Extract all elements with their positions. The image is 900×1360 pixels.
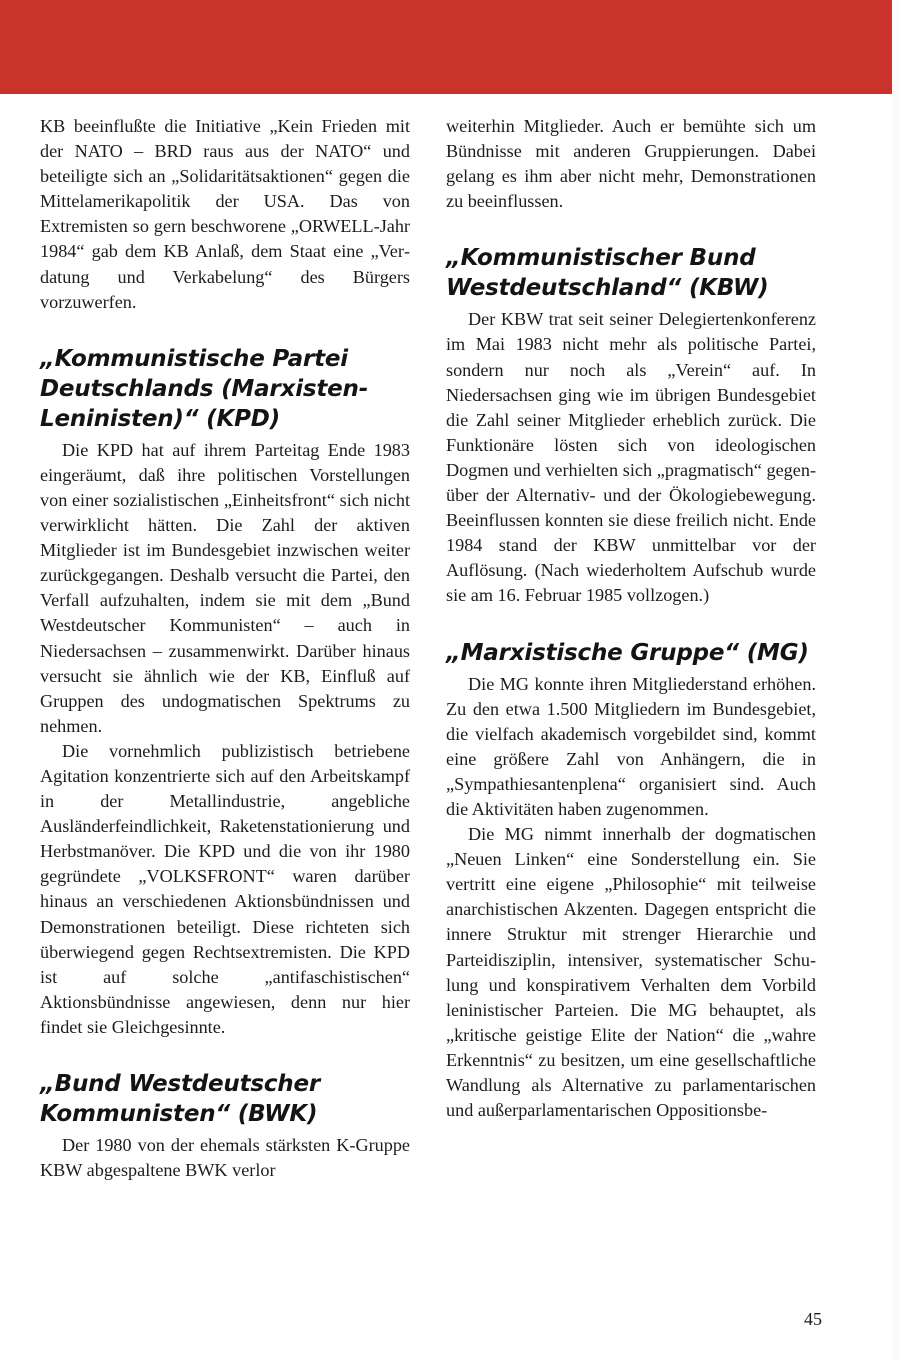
- kbw-paragraph-1: Der KBW trat seit seiner Delegiertenkonferenz im Mai 1983 nicht mehr als politische Partei, sondern nur noch als „Verein“ auf. In Niedersachsen ging wie im übrigen Bundesgebiet die Zahl seiner Mitglieder erheblich zurück. Die Funktionäre lösten sich von ideologischen Dogmen und verhielten sich „pragmatisch“ gegenüber der Alternativ- und der Ökologiebewegung. Beeinflussen konnten sie diese freilich nicht. Ende 1984 stand der KBW unmittelbar vor der Auflösung. (Nach wiederholtem Aufschub wurde sie am 16. Februar 1985 vollzogen.): [446, 309, 816, 606]
- kpd-paragraph-1: Die KPD hat auf ihrem Parteitag Ende 1983 eingeräumt, daß ihre politischen Vorstellungen von einer sozialistischen „Einheitsfront“ sich nicht verwirklicht hätten. Die Zahl der aktiven Mitglieder ist im Bundesgebiet inzwischen weiter zurückgegangen. Deshalb versucht die Partei, den Verfall aufzuhalten, indem sie mit dem „Bund Westdeutscher Kommunisten“ – auch in Niedersachsen – zusammenwirkt. Darüber hinaus versucht sie ähnlich wie der KB, Einfluß auf Gruppen des undogmatischen Spektrums zu nehmen.: [40, 439, 410, 736]
- mg-heading: „Marxistische Gruppe“ (MG): [446, 639, 809, 666]
- header-color-band: [0, 0, 892, 94]
- bwk-paragraph-1: Der 1980 von der ehemals stärksten K-Gruppe KBW abgespaltene BWK verlor: [40, 1135, 410, 1181]
- bwk-continued-paragraph: weiterhin Mitglieder. Auch er bemühte sich um Bündnisse mit anderen Gruppierungen. Dabei gelang es ihm aber nicht mehr, Demonstrationen zu beeinflussen.: [446, 116, 816, 212]
- right-column: [446, 114, 816, 1123]
- intro-paragraph: KB beeinflußte die Initiative „Kein Frieden mit der NATO – BRD raus aus der NATO“ und beteiligte sich an „Solidaritätsaktionen“ gegen die Mittelamerikapolitik der USA. Das von Extremisten so gern beschworene „ORWELL-Jahr 1984“ gab dem KB Anlaß, dem Staat eine „Verdatung und Verkabelung“ des Bürgers vorzuwerfen.: [40, 116, 410, 312]
- bwk-heading: „Bund Westdeutscher Kommunisten“ (BWK): [40, 1071, 321, 1127]
- page-number: 45: [804, 1309, 822, 1329]
- mg-paragraph-1: Die MG konnte ihren Mitgliederstand erhöhen. Zu den etwa 1.500 Mitgliedern im Bundesgebiet, die vielfach akademisch vorgebildet sind, kommt eine größere Zahl von Anhängern, die in „Sympathiesantenplena“ organisiert sind. Auch die Aktivitäten haben zugenommen.: [446, 673, 816, 819]
- page-edge: [892, 0, 900, 1360]
- kpd-paragraph-2: Die vornehmlich publizistisch betriebene Agitation konzentrierte sich auf den Arbeitskampf in der Metallindustrie, angebliche Ausländerfeindlichkeit, Raketenstationierung und Herbstmanöver. Die KPD und die von ihr 1980 gegründete „VOLKSFRONT“ waren darüber hinaus an verschiedenen Aktionsbündnissen und Demonstrationen beteiligt. Diese richteten sich überwiegend gegen Rechtsextremisten. Die KPD ist auf solche „antifaschistischen“ Aktionsbündnisse angewiesen, denn nur hier findet sie Gleichgesinnte.: [40, 740, 410, 1037]
- mg-paragraph-2: Die MG nimmt innerhalb der dogmatischen „Neuen Linken“ eine Sonderstellung ein. Sie vertritt eine eigene „Philosophie“ mit teilweise anarchistischen Akzenten. Dagegen entspricht die innere Struktur mit strenger Hierarchie und Parteidisziplin, intensiver, systematischer Schulung und konspirativem Verhalten dem Vorbild leninistischer Parteien. Die MG behauptet, als „kritische geistige Elite der Nation“ die „wahre Erkenntnis“ zu besitzen, um eine gesellschaftliche Wandlung als Alternative zu parlamentarischen und außerparlamentarischen Oppositionsbe-: [446, 824, 816, 1121]
- left-column: [40, 114, 410, 1183]
- kbw-heading: „Kommunistischer Bund Westdeutschland“ (KBW): [446, 245, 769, 302]
- kpd-heading: „Kommunistische Partei Deutschlands (Marxisten-Leninisten)“ (KPD): [40, 345, 369, 432]
